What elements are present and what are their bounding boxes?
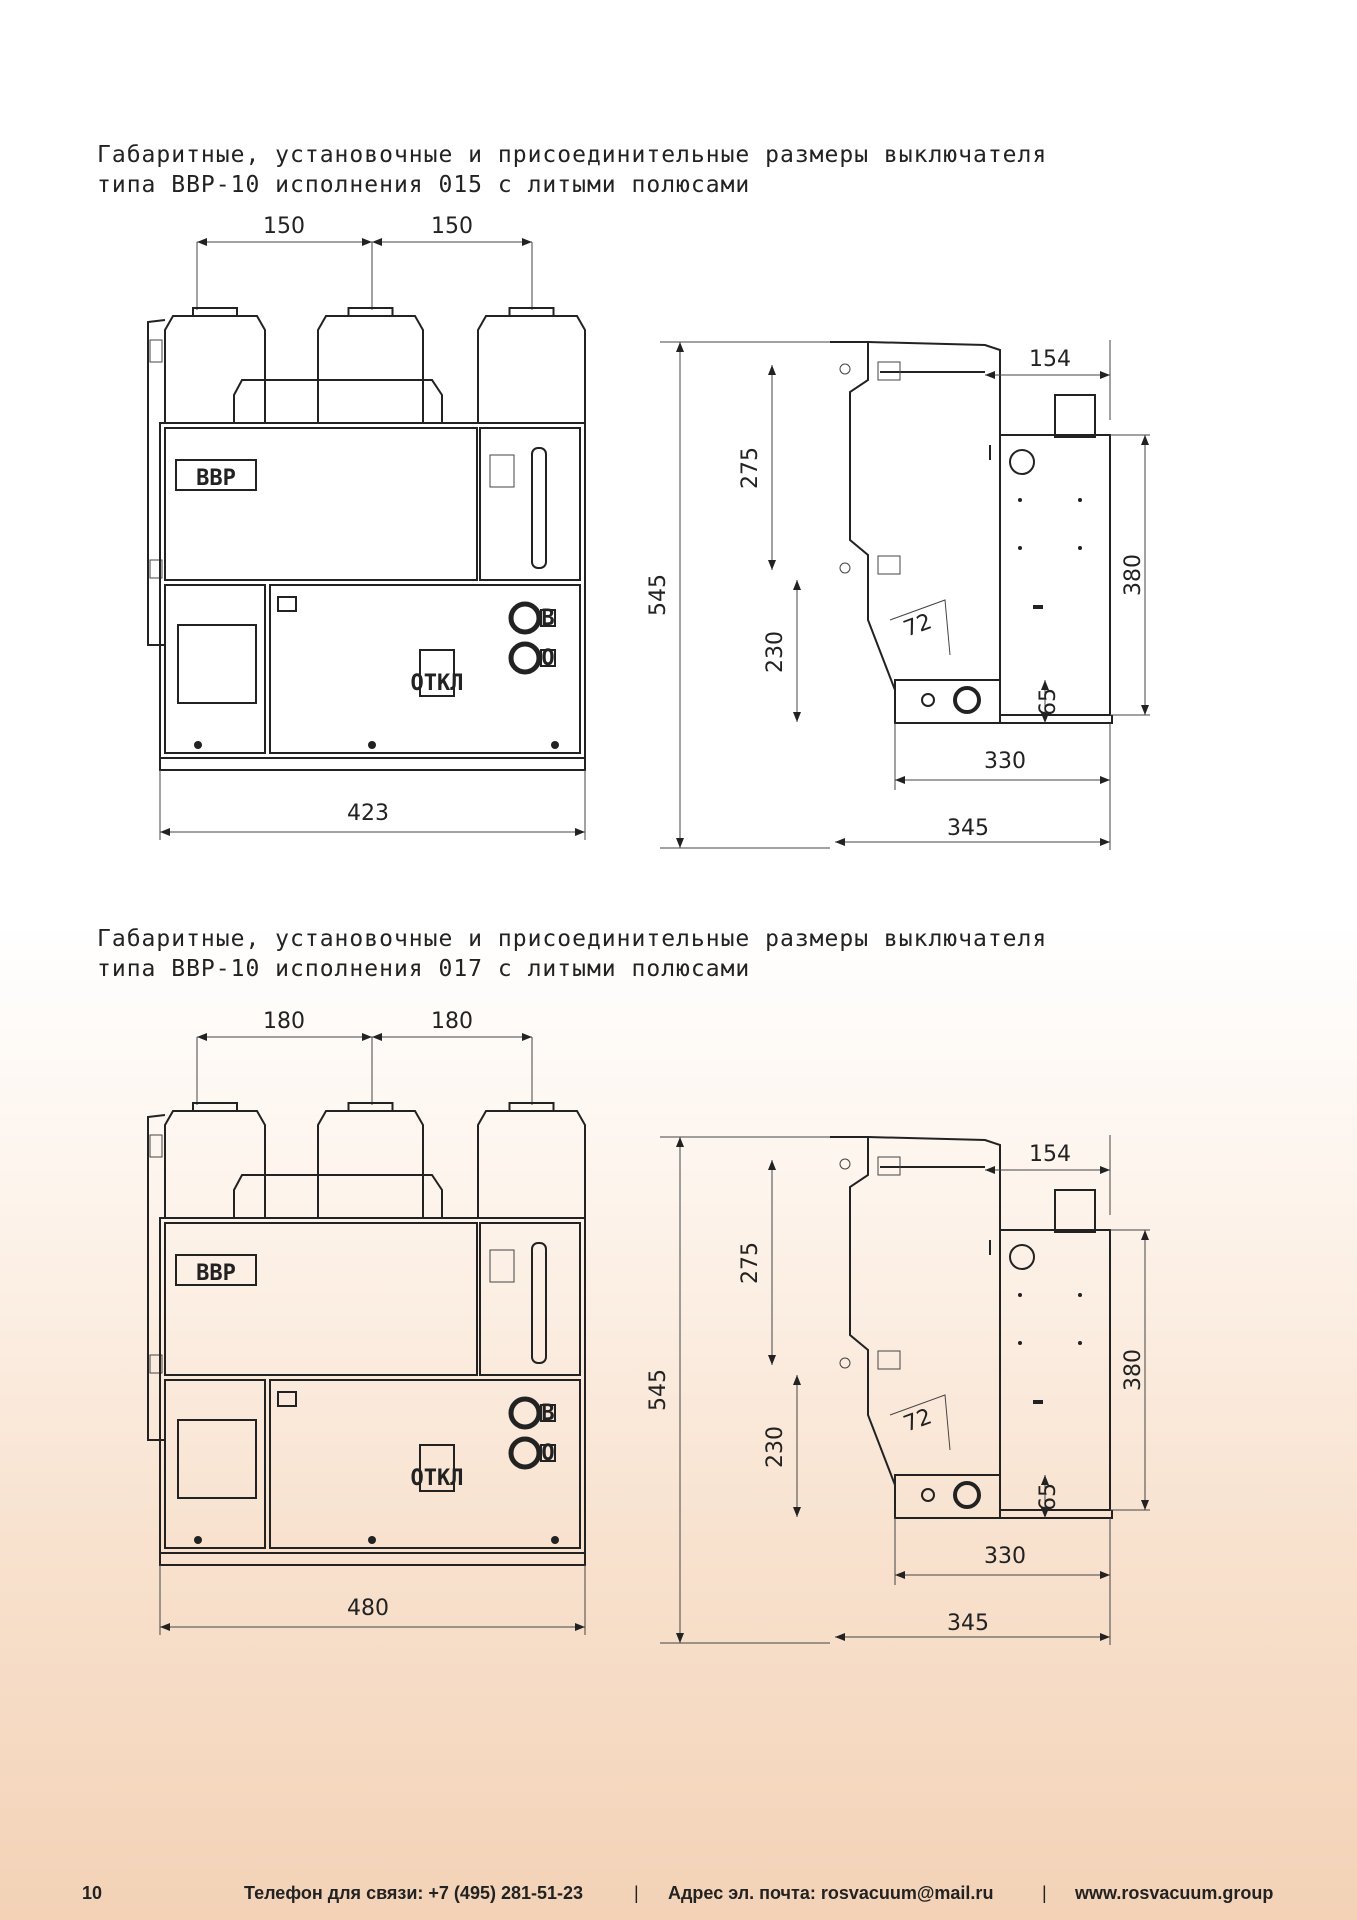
box-mark (1033, 1400, 1043, 1404)
side-bracket (148, 1115, 165, 1440)
dimension-label-upper-span: 275 (738, 1242, 763, 1284)
bracket-slot (150, 1135, 162, 1157)
caption-line-1: Габаритные, установочные и присоединительные размеры выключателя (97, 142, 1048, 168)
dimension-label-pole-spacing: 180 (263, 1009, 305, 1034)
box-hole (1010, 1245, 1034, 1269)
arrowhead (1100, 1571, 1110, 1579)
dimension-label-depth: 345 (947, 816, 989, 841)
arrowhead (372, 1033, 382, 1041)
dimension-label-pole-spacing: 150 (263, 214, 305, 239)
dimension-label-pole-spacing: 180 (431, 1009, 473, 1034)
arrowhead (1141, 1500, 1149, 1510)
carriage-latch (922, 1489, 934, 1501)
front-view (148, 1009, 585, 1635)
logo-text: ВВР (196, 1261, 236, 1286)
side-view (646, 1135, 1150, 1645)
dimension-label-height: 545 (646, 574, 671, 616)
box-rivet (1078, 1293, 1082, 1297)
button-off-label: О (541, 646, 555, 671)
box-terminal (1055, 1190, 1095, 1232)
on-button (511, 1399, 539, 1427)
page-number: 10 (82, 1883, 103, 1903)
pole-housing (165, 1111, 265, 1218)
dimension-label-box-height: 380 (1121, 1349, 1146, 1391)
small-indicator (278, 1392, 296, 1406)
dimension-label-depth: 345 (947, 1611, 989, 1636)
footer-separator: | (1042, 1883, 1047, 1903)
arrowhead (197, 1033, 207, 1041)
drive-box (1000, 1230, 1110, 1510)
base-plate (160, 1553, 585, 1565)
base-carriage (895, 1475, 1000, 1518)
dimension-label-height: 545 (646, 1369, 671, 1411)
arrowhead (768, 1355, 776, 1365)
bolt (551, 1536, 559, 1544)
dimension-label-base-length: 330 (984, 749, 1026, 774)
bolt (194, 1536, 202, 1544)
pole-terminal (349, 1103, 393, 1111)
arrowhead (985, 1166, 995, 1174)
button-on-label: В (541, 606, 555, 631)
arrowhead (676, 1633, 684, 1643)
state-indicator-label: ОТКЛ (410, 1466, 464, 1491)
bolt (368, 1536, 376, 1544)
box-rivet (1078, 1341, 1082, 1345)
mount-slot (878, 1351, 900, 1369)
caption-line-1: Габаритные, установочные и присоединительные размеры выключателя (97, 926, 1048, 952)
arrowhead (768, 1160, 776, 1170)
dimension-label-upper-span: 275 (738, 447, 763, 489)
pole-housing (478, 1111, 585, 1218)
lower-left-panel (165, 1380, 265, 1548)
dimension-label-base-height: 65 (1036, 1483, 1061, 1511)
arrowhead (793, 1507, 801, 1517)
arrowhead (522, 1033, 532, 1041)
dimension-label-top-offset: 154 (1029, 1142, 1071, 1167)
arrowhead (676, 1137, 684, 1147)
dimension-label-angle: 72 (900, 1404, 936, 1438)
dimension-label-angle: 72 (900, 609, 936, 643)
dimension-label-lower-span: 230 (763, 1426, 788, 1468)
button-off-label: О (541, 1441, 555, 1466)
mount-hole (840, 1358, 850, 1368)
page-footer (0, 1883, 1357, 1913)
off-button (511, 1439, 539, 1467)
footer-website: www.rosvacuum.group (1075, 1883, 1274, 1903)
footer-phone: Телефон для связи: +7 (495) 281-51-23 (244, 1883, 584, 1903)
spring-indicator (532, 1243, 546, 1363)
arrowhead (362, 1033, 372, 1041)
arrowhead (1100, 1633, 1110, 1641)
mount-hole (840, 1159, 850, 1169)
frame-top (868, 1137, 1000, 1485)
mechanism-panel (480, 1223, 580, 1375)
arrowhead (1141, 1230, 1149, 1240)
dimension-label-pole-spacing: 150 (431, 214, 473, 239)
arrowhead (835, 1633, 845, 1641)
arrowhead (575, 1623, 585, 1631)
footer-email: Адрес эл. почта: rosvacuum@mail.ru (668, 1883, 994, 1903)
dimension-label-width: 423 (347, 801, 389, 826)
dimension-label-width: 480 (347, 1596, 389, 1621)
carriage-wheel (955, 1483, 979, 1507)
arrowhead (895, 1571, 905, 1579)
button-on-label: В (541, 1401, 555, 1426)
arrowhead (1100, 1166, 1110, 1174)
logo-text: ВВР (196, 466, 236, 491)
frame-profile (830, 1137, 895, 1490)
pole-housing (318, 1111, 423, 1218)
drawing-group (148, 1009, 1150, 1645)
upper-panel (165, 1223, 477, 1375)
dimension-label-base-length: 330 (984, 1544, 1026, 1569)
pole-terminal (193, 1103, 237, 1111)
state-indicator-label: ОТКЛ (410, 671, 464, 696)
caption-line-2: типа ВВР-10 исполнения 017 с литыми полюсами (97, 956, 751, 982)
arrowhead (793, 1375, 801, 1385)
dimension-label-lower-span: 230 (763, 631, 788, 673)
counter-window (178, 1420, 256, 1498)
dimension-label-top-offset: 154 (1029, 347, 1071, 372)
caption-line-2: типа ВВР-10 исполнения 015 с литыми полюсами (97, 172, 751, 198)
base-rail (895, 1510, 1112, 1518)
dimension-label-base-height: 65 (1036, 688, 1061, 716)
footer-separator: | (634, 1883, 639, 1903)
box-rivet (1018, 1341, 1022, 1345)
dimension-label-box-height: 380 (1121, 554, 1146, 596)
counter-display (490, 1250, 514, 1282)
arrowhead (160, 1623, 170, 1631)
box-rivet (1018, 1293, 1022, 1297)
